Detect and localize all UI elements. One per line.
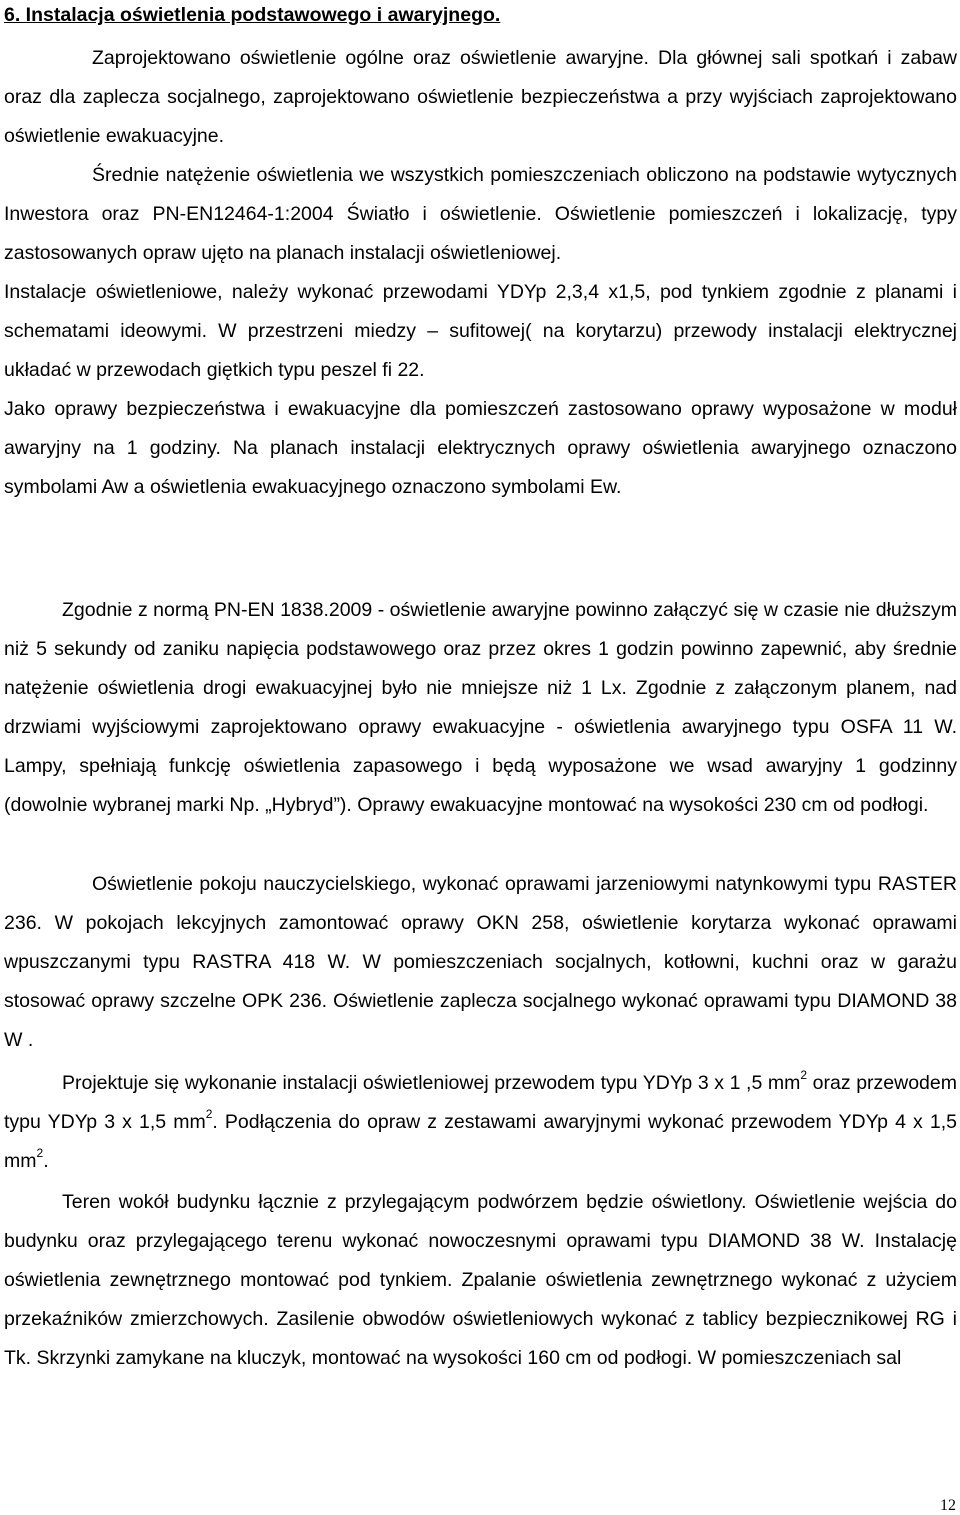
page-number: 12 — [940, 1497, 956, 1514]
body-text-block-5 — [4, 1183, 957, 1378]
section-heading: 6. Instalacja oświetlenia podstawowego i awaryjnego. — [4, 4, 501, 26]
body-text-block-3 — [4, 865, 957, 1060]
superscript-3: 2 — [36, 1146, 44, 1160]
superscript-1: 2 — [800, 1068, 808, 1082]
paragraph-emergency-fixtures: Jako oprawy bezpieczeństwa i ewakuacyjne dla pomieszczeń zastosowano oprawy wyposażone w moduł awaryjny na 1 godziny. Na planach instalacji elektrycznych oprawy oświetlenia awaryjnego oznaczono symbolami Aw a oświetlenia ewakuacyjnego oznaczono symbolami Ew. — [4, 398, 957, 498]
body-text-block-2 — [4, 591, 957, 825]
paragraph-standard-en1838: Zgodnie z normą PN-EN 1838.2009 - oświetlenie awaryjne powinno załączyć się w czasie nie dłuższym niż 5 sekundy od zaniku napięcia podstawowego oraz przez okres 1 godzin powinno zapewnić, aby średnie natężenie oświetlenia drogi ewakuacyjnej było nie mniejsze niż 1 Lx. Zgodnie z załączonym planem, nad drzwiami wyjściowymi zaprojektowano oprawy ewakuacyjne - oświetlenia awaryjnego typu OSFA 11 W. Lampy, spełniają funkcję oświetlenia zapasowego i będą wyposażone we wsad awaryjny 1 godzinny (dowolnie wybranej marki Np. „Hybryd”). Oprawy ewakuacyjne montować na wysokości 230 cm od podłogi. — [4, 599, 957, 816]
paragraph-wiring: Instalacje oświetleniowe, należy wykonać przewodami YDYp 2,3,4 x1,5, pod tynkiem zgodnie z planami i schematami ideowymi. W przestrzeni miedzy – sufitowej( na korytarzu) przewody instalacji elektrycznej układać w przewodach giętkich typu peszel fi 22. — [4, 281, 957, 381]
cable-text-4: . — [43, 1150, 49, 1172]
body-text-block-4 — [4, 1064, 957, 1181]
cable-text-1: Projektuje się wykonanie instalacji oświetleniowej przewodem typu YDYp 3 x 1 ,5 mm — [62, 1072, 801, 1094]
superscript-2: 2 — [205, 1107, 213, 1121]
paragraph-cable-types — [4, 1064, 957, 1181]
paragraph-general-lighting: Zaprojektowano oświetlenie ogólne oraz oświetlenie awaryjne. Dla głównej sali spotkań i zabaw oraz dla zaplecza socjalnego, zaprojektowano oświetlenie bezpieczeństwa a przy wyjściach zaprojektowano oświetlenie ewakuacyjne. — [4, 47, 957, 147]
cable-text-3: . Podłączenia do opraw z zestawami awaryjnymi wykonać przewodem YDYp 4 x 1,5 mm — [4, 1111, 958, 1172]
cable-text-2: oraz przewodem typu YDYp 3 x 1,5 mm — [4, 1072, 957, 1133]
paragraph-exterior-lighting: Teren wokół budynku łącznie z przylegającym podwórzem będzie oświetlony. Oświetlenie wejścia do budynku oraz przylegającego terenu wykonać nowoczesnymi oprawami typu DIAMOND 38 W. Instalację oświetlenia zewnętrznego montować pod tynkiem. Zpalanie oświetlenia zewnętrznego wykonać z użyciem przekaźników zmierzchowych. Zasilenie obwodów oświetleniowych wykonać z tablicy bezpiecznikowej RG i Tk. Skrzynki zamykane na kluczyk, montować na wysokości 160 cm od podłogi. W pomieszczeniach sal — [4, 1191, 957, 1369]
body-text-block-1 — [4, 39, 957, 507]
paragraph-illuminance: Średnie natężenie oświetlenia we wszystkich pomieszczeniach obliczono na podstawie wytycznych Inwestora oraz PN-EN12464-1:2004 Światło i oświetlenie. Oświetlenie pomieszczeń i lokalizację, typy zastosowanych opraw ujęto na planach instalacji oświetleniowej. — [4, 164, 957, 264]
paragraph-room-fixtures: Oświetlenie pokoju nauczycielskiego, wykonać oprawami jarzeniowymi natynkowymi typu RASTER 236. W pokojach lekcyjnych zamontować oprawy OKN 258, oświetlenie korytarza wykonać oprawami wpuszczanymi typu RASTRA 418 W. W pomieszczeniach socjalnych, kotłowni, kuchni oraz w garażu stosować oprawy szczelne OPK 236. Oświetlenie zaplecza socjalnego wykonać oprawami typu DIAMOND 38 W . — [4, 873, 957, 1051]
